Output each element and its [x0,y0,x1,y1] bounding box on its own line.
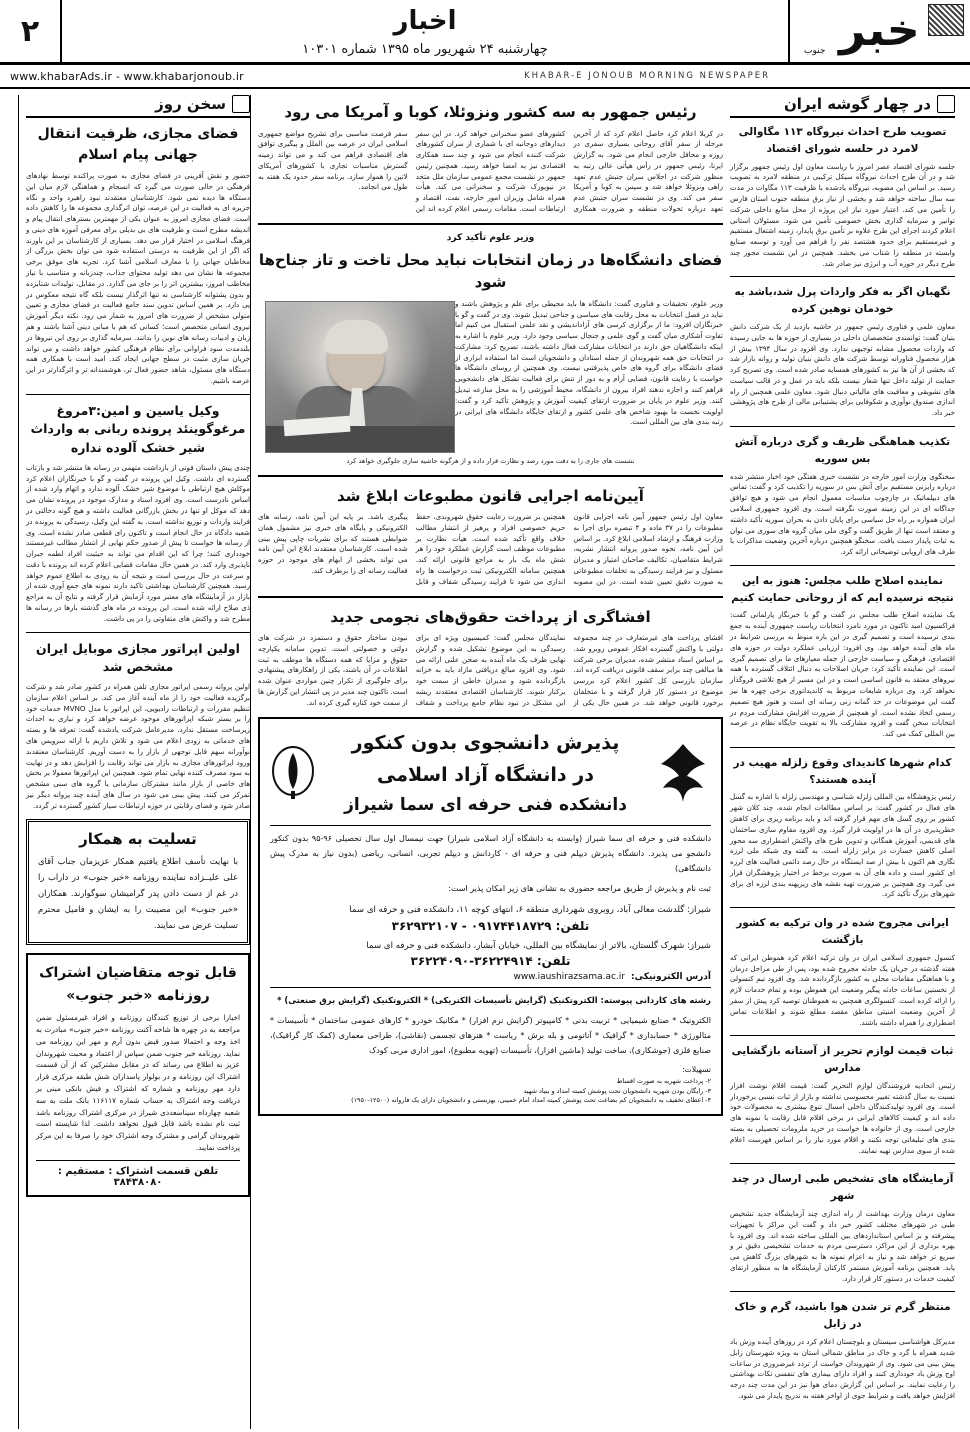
article-body: چندی پیش داستان فوتی از بازداشت متهمی در رسانه ها منتشر شد و بازتاب گسترده ای داشت. وکیل این پرونده در گفت و گو با خبرنگاران اعلام کرد موکلش هیچ ارتباطی با موضوع شیر خشک آلوده ندارد و اتهام وارد شده از اساس نادرست است. وی افزود اسناد و مدارک موجود در پرونده نشان می دهد که موکل او تنها در بخش بازرگانی فعالیت داشته و هیچ گونه دخالتی در فرایند واردات و توزیع نداشته است. به گفته این وکیل، رسیدگی به پرونده در شعبه دادگاه در حال انجام است و تاکنون رای قطعی صادر نشده است. وی از رسانه ها خواست تا پیش از صدور حکم نهایی از انتشار مطالب غیرمستند خودداری کنند؛ چرا که این اقدام می تواند به حیثیت افراد لطمه جبران ناپذیری وارد کند. در همین حال مقامات قضایی اعلام کرده اند پرونده با دقت و سرعت در حال بررسی است و نتیجه آن به زودی به اطلاع عموم خواهد رسید. همچنین کارشناسان بهداشتی تاکید دارند نمونه های جمع آوری شده از بازار در آزمایشگاه های معتبر مورد آزمایش قرار گرفته و نتایج آن به مراجع ذی صلاح ارائه شده است. این پرونده در ماه های گذشته بارها در رسانه ها مطرح شد و واکنش های متفاوتی را در پی داشت. [26,462,250,623]
section-header-regional [730,95,955,118]
sama-bird-icon [655,742,711,804]
condolence-body: با نهایت تأسف اطلاع یافتیم همکار عزیزمان جناب آقای علی علیــزاده نماینده روزنامه «خبر جنوب» در داراب را در غم از دست دادن پدر گرامیشان سوگوارند. همکاران «خبر جنوب» این مصیبت را به ایشان و فامیل محترم تسلیت عرض می نمایند. [38,856,238,931]
list-item[interactable] [730,434,955,558]
section-title: در چهار گوشه ایران [783,95,931,113]
list-item[interactable] [730,915,955,1028]
column-regional-news [730,95,962,1429]
issue-date: چهارشنبه ۲۴ شهریور ماه ۱۳۹۵ شماره ۱۰۳۰۱ [302,41,548,57]
masthead-center [60,0,790,62]
list-item[interactable] [730,1043,955,1156]
article-body: معاون درمان وزارت بهداشت از راه اندازی چند آزمایشگاه جدید تشخیص طبی در شهرهای مختلف کشور خبر داد و گفت این مراکز با تجهیزات پیشرفته و بر اساس استانداردهای بین المللی ساخته شده اند. وی افزود با بهره برداری از این مراکز، دسترسی مردم به خدمات تشخیصی دقیق تر و سریع تر خواهد شد و نیاز به اعزام نمونه ها به شهرهای بزرگ کاهش می یابد. همچنین برنامه آموزش مستمر کارکنان آزمایشگاه ها به منظور ارتقای کیفیت خدمات در دستور کار قرار دارد. [730,1208,955,1283]
column-main-news [250,95,730,1429]
ad-facility-item: ۳- رایگان بودن شهریه دانشجویان تحت پوشش کمیته امداد و بنیاد شهید [523,1086,711,1095]
article-body: رئیس پژوهشگاه بین المللی زلزله شناسی و مهندسی زلزله با اشاره به گسل های فعال در کشور گفت: بر اساس مطالعات انجام شده، چند کلان شهر کشور بر روی گسل های مهم قرار گرفته اند و باید برنامه ریزی برای کاهش خطرپذیری در آن ها در اولویت قرار گیرد. وی افزود مقاوم سازی ساختمان های قدیمی، آموزش همگانی و تدوین طرح های واکنش اضطراری سه محور اصلی کاهش خسارت در برابر زلزله است. به گفته وی شبکه ملی لرزه نگاری هم اکنون با بیش از صد ایستگاه در حال رصد دائمی فعالیت های لرزه ای کشور است و داده های آن به صورت برخط در اختیار پژوهشگران قرار می گیرد. وی همچنین بر ضرورت تهیه نقشه های ریزپهنه بندی لرزه ای برای شهرهای بزرگ تأکید کرد. [730,792,955,899]
article-title: تکذیب هماهنگی ظریف و گری درباره آتش بس سوریه [734,436,951,465]
ad-title-line2: در دانشگاه آزاد اسلامی [377,763,594,786]
ad-phone-2[interactable]: تلفن: ۳۶۲۲۴۹۱۴-۳۶۲۲۴۰۹۰ [410,953,571,968]
url-strip [0,65,970,89]
content-grid [0,89,970,1429]
article-title: وکیل یاسین و امین:۳مروغ مرغوگوینئد پرونده ربانی به وارداث شیر خشک آلوده نداره [30,402,246,456]
list-item[interactable] [26,124,250,387]
ad-email-label: آدرس الکترونیکی: [631,971,711,982]
lead-body: در کربلا اعلام کرد حاصل اعلام کرد که از آخرین مرحله از سفر آقای روحانی بسیاری سفری در روزه و محافل خارجی انجام می شود. به گزارش ایرنا، رئیس جمهور در رأس هیأتی عالی رتبه به منظور شرکت در اجلاس سران جنبش عدم تعهد راهی ونزوئلا خواهد شد و سپس به کوبا و آمریکا سفر می کند. وی در نشست سران جنبش عدم تعهد درباره تحولات منطقه و ضرورت همکاری کشورهای عضو سخنرانی خواهد کرد. در این سفر دیدارهای دوجانبه ای با شماری از سران کشورهای شرکت کننده انجام می شود و چند سند همکاری اقتصادی نیز به امضا خواهد رسید. همچنین رئیس جمهور در نشست مجمع عمومی سازمان ملل متحد در نیویورک شرکت و سخنرانی می کند. هیأت همراه شامل وزیران امور خارجه، نفت، اقتصاد و ارتباطات است. مقامات رسمی اعلام کرده اند این سفر فرصت مناسبی برای تشریح مواضع جمهوری اسلامی ایران در عرصه بین الملل و پیگیری توافق های اقتصادی فراهم می کند و می تواند زمینه گسترش مناسبات تجاری با کشورهای آمریکای لاتین را هموار سازد. برنامه سفر حدود یک هفته به طول می انجامد. [258,128,723,213]
ad-facility-item: ۴- اعطای تخفیف به دانشجویان کم بضاعت تحت پوشش کمیته امداد امام خمینی، بهزیستی و دانشجویان دارای یک فاروانه (۱۲۵۰۰-۱۹۵۰) [351,1096,711,1105]
logo-subtext: جنوب [804,46,826,56]
article-title: فضای مجازی، ظرفیت انتقال جهانی پیام اسلام [37,126,239,163]
article-title: نماینده اصلاح طلب مجلس: هنوز به این نتیجه نرسیده ایم که از روحانی حمایت کنیم [731,574,954,604]
third-headline[interactable]: آیین‌نامه اجرایی قانون مطبوعات ابلاغ شد [337,486,644,505]
article-body: اولین پروانه رسمی اپراتور مجازی تلفن همراه در کشور صادر شد و شرکت برگزیده فعالیت خود را از ماه آینده آغاز می کند. بر اساس اعلام سازمان تنظیم مقررات و ارتباطات رادیویی، این اپراتور با مدل MVNO خدمات خود را بر بستر شبکه اپراتورهای موجود عرضه خواهد کرد و نیازی به احداث زیرساخت مستقل ندارد. مدیرعامل شرکت یادشده گفت: تعرفه ها و بسته های خدماتی به زودی اعلام می شود و تلاش داریم با ارائه سرویس های نوآورانه سهم قابل توجهی از بازار را به دست آوریم. کارشناسان معتقدند ورود اپراتورهای مجازی به بازار می تواند رقابت را افزایش دهد و در نهایت به سود مصرف کننده نهایی تمام شود. همچنین این اپراتورها معمولا بر بخش های خاصی از بازار مانند مشترکان سازمانی یا گروه های سنی مشخص تمرکز می کنند. پیش بینی می شود در سال های آینده چند پروانه دیگر نیز صادر شود و فضای رقابتی در حوزه ارتباطات سیار کشور گسترده تر گردد. [26,682,250,810]
ad-website[interactable]: www.iaushirazsama.ac.ir [513,971,625,982]
ad-facilities-title: تسهیلات: [682,1065,711,1075]
subscription-title: قابل توجه متقاضیان اشتراک روزنامه «خبر جنوب» [39,965,237,1004]
ad-title-line3: دانشکده فنی حرفه ای سما شیراز [344,795,627,816]
section-title: سخن روز [155,95,226,113]
article-body: جلسه شورای اقتصاد عصر امروز با ریاست معاون اول رئیس جمهور برگزار شد و در آن طرح احداث نیروگاه سیکل ترکیبی در منطقه لامرد به تصویب رسید. بر اساس این مصوبه، نیروگاه یادشده با ظرفیت ۱۱۳ مگاوات در مدت سه سال ساخته خواهد شد و بخشی از نیاز برق منطقه جنوب استان فارس را تأمین می کند. اعتبار مورد نیاز این پروژه از محل منابع داخلی شرکت توانیر و سرمایه گذاری بخش خصوصی تأمین می شود. مسئولان استانی اعلام کردند اجرای این طرح علاوه بر تأمین برق پایدار، زمینه اشتغال مستقیم و غیرمستقیم برای حدود هشتصد نفر را فراهم می آورد و توسعه صنایع وابسته در منطقه را شتاب می بخشد. همچنین در این نشست مجوز چند طرح دیگر در حوزه آب و انرژی نیز صادر شد. [730,161,955,268]
article-body: سخنگوی وزارت امور خارجه در نشست خبری هفتگی خود اخبار منتشر شده درباره رایزنی مستقیم برای آتش بس در سوریه را تکذیب کرد و گفت: تماس های دیپلماتیک در چارچوب مناسبات معمول انجام می شود و هیچ توافق جداگانه ای در این زمینه صورت نگرفته است. وی افزود جمهوری اسلامی ایران همواره بر راه حل سیاسی برای پایان دادن به بحران سوریه تأکید داشته و معتقد است تنها از طریق گفت و گوی ملی میان گروه های سوری می توان به ثبات پایدار دست یافت. سخنگو همچنین درباره آخرین وضعیت مذاکرات با طرف های اروپایی توضیحاتی ارائه کرد. [730,471,955,557]
subscription-body: اخبارا برخی از توزیع کنندگان روزنامه و افراد غیرمسئول ضمن مراجعه به در چهره ها شاخه آکنت روزنامه «خبر جنوب» مبادرت به اخذ وجه و احتمالا صدور قبض بدون آرم و مهر این روزنامه می نماید. روزنامه خبر جنوب ضمن سپاس از اعتماد و محبت شهروندان عزیز به اطلاع می رساند که در مقابل مشترکین که از آن قسمت اشتراک این روزنامه و در بولوار پاسداران شش طبقه مرکزی قرار دارد مهر روزنامه و شماره که اشتراک و فیش بانکی مبنی بر دریافت وجه اشتراک به حساب شماره ۱۱۶۱۱۷ بانک ملت به سه شعبه چهارداه سیناسعددی شیراز در مرکزی اشتراک روزنامه باشد ثبت نام نشده باشد قابل قبول نخواهد داشت. لذا شایسته است شهروندان گرامی و مشترک وجه اشتراک خود را صرفا به این مرکز پرداخت نمایند. [36,1013,240,1153]
second-body: وزیر علوم، تحقیقات و فناوری گفت: دانشگاه ها باید محیطی برای علم و پژوهش باشند و نباید در فصل انتخابات به محل رقابت های سیاسی و جناحی تبدیل شوند. وی در گفت و گو با خبرنگاران افزود: ما از برگزاری کرسی های آزاداندیشی و نقد علمی استقبال می کنیم اما تفاوت آشکاری میان گفت و گوی علمی و جنجال سیاسی وجود دارد. وزیر علوم با اشاره به اینکه دانشگاهیان حق دارند در انتخابات مشارکت فعال داشته باشند، تصریح کرد: مشارکت در انتخابات حق همه شهروندان از جمله استادان و دانشجویان است اما استفاده ابزاری از فضای دانشگاه برای گروه های خاص پذیرفتنی نیست. وی همچنین از روسای دانشگاه ها خواست با رعایت قانون، فضایی آرام و به دور از تنش برای فعالیت تشکل های دانشجویی فراهم کنند و اجازه ندهند افراد بیرون از دانشگاه، محیط آموزشی را به محل منازعه تبدیل کنند. وزیر علوم در پایان بر ضرورت ارتقای کیفیت آموزش و پژوهش تأکید کرد و گفت: اولویت نخست ما بهبود شاخص های علمی کشور و ارتقای جایگاه دانشگاه های ایرانی در رتبه بندی های بین المللی است. [455,298,723,427]
list-item[interactable] [730,1171,955,1284]
ad-address-2: شیراز: شهرک گلستان، بالاتر از نمایشگاه بین المللی، خیابان آبشار، دانشکده فنی و حرفه ای سما [366,940,711,951]
article-body: معاون علمی و فناوری رئیس جمهور در حاشیه بازدید از یک شرکت دانش بنیان گفت: توانمندی متخصصان داخلی در بسیاری از حوزه ها به جایی رسیده که واردات محصول مشابه توجیهی ندارد. وی افزود در سال ۱۳۹۴ بیش از هزار محصول فناورانه توسط شرکت های دانش بنیان تولید و روانه بازار شد که بخشی از آن ها نیز به کشورهای همسایه صادر شده است. وی تصریح کرد حمایت از تولید داخل تنها شعار نیست بلکه باید در عمل و در قالب سیاست های تشویقی و معافیت های مالیاتی دنبال شود. معاون علمی همچنین از راه اندازی صندوق نوآوری و شکوفایی برای پشتیبانی مالی از طرح های پژوهشی خبر داد. [730,322,955,418]
map-icon [937,95,955,113]
article-title: اولین اپراتور مجازی موبایل ایران مشخص شد [36,640,240,675]
article-body: حضور و نقش آفرینی در فضای مجازی به صورت پراکنده توسط نهادهای فرهنگی در حالی صورت می گیرد که انسجام و هماهنگی لازم میان این دستگاه ها دیده نمی شود. کارشناسان معتقدند نبود راهبرد واحد و نگاه جزیره ای به فعالیت در این عرصه، توان اثرگذاری مجموعه ها را کاهش داده است. فضای مجازی امروز به عنوان یکی از مهمترین بسترهای انتقال پیام و اندیشه مطرح است و ظرفیت های بی بدیلی برای معرفی آموزه های دینی و فرهنگ اسلامی در اختیار قرار می دهد. بسیاری از کارشناسان بر این باورند که اگر از این ظرفیت به درستی استفاده شود می توان بخش بزرگی از مخاطبان جهانی را با معارف اسلامی آشنا کرد. تجربه های موفق برخی مجموعه ها نشان می دهد تولید محتوای جذاب، چندزبانه و متناسب با نیاز مخاطب امروز، بیشترین اثر را بر جای می گذارد. در مقابل، تولیدات شتابزده و بدون پشتوانه کارشناسی نه تنها اثرگذار نیست بلکه گاه نتیجه معکوس در پی دارد. بر همین اساس تدوین سند جامع فعالیت در فضای مجازی و تعیین متولی مشخص از ضرورت های امروز به شمار می رود. نکته دیگر آموزش نیروی انسانی متخصص است؛ کسانی که هم با مبانی دینی آشنا باشند و هم زبان و ادبیات رسانه های نوین را بدانند. سرمایه گذاری بر روی این نیروها در بلندمدت سود فراوانی برای نظام فرهنگی کشور خواهد داشت و می تواند جریان سازی مثبت در سطح جهانی ایجاد کند. امید است با همکاری همه دستگاه های مسئول، شاهد حضور فعال تر، هوشمندانه تر و اثرگذارتر در این عرصه باشیم. [26,171,250,385]
fourth-headline[interactable]: افشاگری از پرداخت حقوق‌های نجومی جدید [330,607,651,626]
pen-icon [232,95,250,113]
article-title: منتظر گرم تر شدن هوا باشید، گرم و خاک در زابل [734,1301,951,1331]
article-body: کنسول جمهوری اسلامی ایران در وان ترکیه اعلام کرد هموطن ایرانی که هفته گذشته در جریان یک حادثه مجروح شده بود، پس از طی مراحل درمان و با هماهنگی مقامات محلی به کشور بازگردانده شد. وی افزود تیم کنسولی از نخستین ساعات حادثه پیگیر وضعیت این هموطن بوده و تمام خدمات لازم را ارائه کرده است. کنسولگری همچنین به هموطنان توصیه کرد پیش از سفر از آخرین وضعیت امنیتی مناطق مقصد مطلع شوند و اطلاعات تماس اضطراری را همراه داشته باشند. [730,952,955,1027]
ad-facility-item: ۲- پرداخت شهریه به صورت اقساط [616,1077,711,1086]
ad-titles [326,727,645,820]
section-header-editorial [26,95,250,118]
logo-stamp-icon [928,4,964,36]
column-editorial [18,95,250,1429]
article-title: تصویب طرح احداث نیروگاه ۱۱۳ مگاوالی لامرد در حلسه شورای اقتصاد [738,126,947,155]
kicker: وزیر علوم تأکید کرد [446,232,535,243]
second-headline[interactable]: فضای دانشگاه‌ها در زمان انتخابات نباید محل تاخت و تاز جناح‌ها شود [258,250,723,292]
ad-courses-list: الکترونیک * صنایع شیمیایی * تربیت بدنی * کامپیوتر (گرایش نرم افزار) * مکانیک خودرو * کارهای عمومی ساختمان * تأسیسات * متالورژی * حسابداری * گرافیک * آناتومی و بله برش * ریاست * هنرهای تجسمی (نقاشی)، طراحی معماری (کمک کار گرافیک)، صنایع فلزی (جوشکاری)، ساخت تولید (ماشین افزار)، تأسیسات (تهویه مطبوع)، امور اداری مربی کودک [270,1016,711,1055]
third-body: معاون اول رئیس جمهور آیین نامه اجرایی قانون مطبوعات را در ۳۷ ماده و ۴ تبصره برای اجرا به وزارت فرهنگ و ارشاد اسلامی ابلاغ کرد. بر اساس این آیین نامه، نحوه صدور پروانه انتشار نشریه، شرایط متقاضیان، تکالیف صاحبان امتیاز و مدیران مسئول و نیز فرایند رسیدگی به تخلفات مطبوعاتی به صورت دقیق تعیین شده است. در این مصوبه همچنین بر ضرورت رعایت حقوق شهروندی، حفظ حریم خصوصی افراد و پرهیز از انتشار مطالب خلاف واقع تأکید شده است. هیأت نظارت بر مطبوعات موظف است گزارش عملکرد خود را هر شش ماه یک بار به مراجع قانونی ارائه کند. همچنین سامانه الکترونیکی ثبت درخواست ها راه اندازی می شود تا فرایند رسیدگی شفاف و قابل پیگیری باشد. بر پایه این آیین نامه، رسانه های الکترونیکی و پایگاه های خبری نیز مشمول همان ضوابطی هستند که برای نشریات چاپی پیش بینی شده است. کارشناسان معتقدند ابلاغ این آیین نامه می تواند بخشی از ابهام های موجود در حوزه فعالیت رسانه ای را برطرف کند. [258,512,723,586]
page-number: ۲ [20,13,40,49]
fourth-body: افشای پرداخت های غیرمتعارف در چند مجموعه دولتی با واکنش گسترده افکار عمومی روبرو شد. بر اساس اسناد منتشر شده، مدیران برخی شرکت ها مبالغی چند برابر سقف قانونی دریافت کرده اند. سازمان بازرسی کل کشور اعلام کرد بررسی موضوع در دستور کار قرار گرفته و با متخلفان برخورد قانونی خواهد شد. در همین حال یکی از نمایندگان مجلس گفت: کمیسیون ویژه ای برای رسیدگی به این موضوع تشکیل شده و گزارش نهایی ظرف یک ماه آینده به صحن علنی ارائه می شود. وی افزود مبالغ دریافتی مازاد باید به خزانه بازگردانده شود و مدیران خاطی از سمت خود برکنار شوند. کارشناسان اقتصادی معتقدند ریشه این مشکل در نبود نظام جامع پرداخت و شفاف نبودن ساختار حقوق و دستمزد در شرکت های دولتی و خصولتی است. تدوین سامانه یکپارچه حقوق و مزایا که همه دستگاه ها موظف به ثبت اطلاعات در آن باشند، یکی از راهکارهای پیشنهادی برای جلوگیری از تکرار چنین مواردی عنوان شده است. تاکنون چند مدیر در پی انتشار این گزارش ها از سمت خود کناره گیری کرده اند. [258,633,723,707]
masthead [0,0,970,65]
ad-body: دانشکده فنی و حرفه ای سما شیراز (وابسته به دانشگاه آزاد اسلامی شیراز) جهت نیمسال اول سال تحصیلی ۹۶-۹۵ بدون کنکور دانشجو می پذیرد. دانشگاه پذیرش دیپلم فنی و حرفه ای - کاردانش و دیپلم تجربی، انسانی، ریاضی (بدون نیاز به مدرک پیش دانشگاهی) [270,834,712,873]
article-title: آزمایشگاه های تشخیص طبی ارسال در چند شهر [731,1173,954,1203]
article-title: کدام شهرها کاندیدای وقوع زلزله مهیب در آینده هستند؟ [733,756,952,786]
lead-headline[interactable]: رئیس جمهور به سه کشور ونزوئلا، کوبا و آمریکا می رود [284,103,697,121]
english-title: KHABAR-E JONOUB MORNING NEWSPAPER [524,71,770,81]
photo-caption: نشست های جاری را به دقت مورد رصد و نظارت قرار داده و از هرگونه حاشیه سازی جلوگیری خواهد کرد [346,456,635,465]
ad-header [270,727,711,820]
article-title: ثبات قیمت لوازم تحریر از آستانه بازگشایی مدارس [731,1045,954,1075]
article-title: ایرانی مجروح شده در وان ترکیه به کشور بازگشت [736,917,949,947]
article-photo [265,301,455,453]
ad-courses-title: رشته های کاردانی پیوسته: الکتروتکنیک (گرایش تأسیسات الکتریکی) * الکتروتکنیک (گرایش برق صنعتی) * [277,994,711,1005]
list-item[interactable] [26,402,250,625]
newspaper-logo [790,0,970,62]
ad-phone-1[interactable]: تلفن: ۰۹۱۷۴۴۱۸۷۲۹ - ۳۶۲۹۳۲۱۰۷ [391,918,590,933]
azad-university-logo-icon [270,745,316,801]
subscription-phone[interactable]: تلفن قسمت اشتراک : مستقیم : ۳۸۴۳۸۰۸۰ [36,1160,240,1188]
page-title: اخبار [393,5,457,36]
list-item[interactable] [26,640,250,812]
condolence-title: تسلیت به همکار [79,830,197,849]
ad-note: ثبت نام و پذیرش از طریق مراجعه حضوری به نشانی های زیر امکان پذیر است: [448,884,711,894]
ad-address-1: شیراز: گلدشت معالی آباد، روبروی شهرداری منطقه ۶، انتهای کوچه ۱۱، دانشکده فنی و حرفه ای سما [349,905,711,916]
logo-wordmark: خبر [839,5,921,56]
website-urls[interactable]: www.khabarAds.ir - www.khabarjonoub.ir [10,69,244,83]
condolence-notice [26,819,250,945]
list-item[interactable] [730,124,955,269]
article-title: نگهبان اگر به فکر واردات پرل شد،باشد به خودمان توهین کرده [734,286,951,316]
ad-title-line1: پذیرش دانشجوی بدون کنکور [351,731,620,754]
subscription-notice [26,953,250,1197]
article-body: مدیرکل هواشناسی سیستان و بلوچستان اعلام کرد در روزهای آینده وزش باد شدید همراه با گرد و خاک در مناطق شمالی استان به ویژه شهرستان زابل پیش بینی می شود. وی از شهروندان خواست از تردد غیرضروری در ساعات اوج وزش باد خودداری کنند و افراد دارای بیماری های تنفسی نکات بهداشتی را رعایت نمایند. بر اساس این گزارش دمای هوا نیز در این مدت چند درجه افزایش خواهد یافت و شرایط جوی از اواخر هفته به تدریج پایدار می شود. [730,1337,955,1400]
list-item[interactable] [730,1299,955,1401]
list-item[interactable] [730,755,955,900]
advertisement-azad-university[interactable] [258,717,723,1116]
article-body: یک نماینده اصلاح طلب مجلس در گفت و گو با خبرنگار پارلمانی گفت: فراکسیون امید تاکنون در مورد نامزد انتخابات ریاست جمهوری آینده به جمع بندی نرسیده است و تصمیم گیری در این باره منوط به بررسی شرایط در ماه های آینده خواهد بود. وی افزود: ارزیابی عملکرد دولت در حوزه های اقتصادی، فرهنگی و سیاست خارجی از جمله معیارهای ما برای تصمیم گیری است. این نماینده تأکید کرد: جریان اصلاحات به دنبال ائتلاف گسترده با همه نیروهای معتقد به قانون اساسی است و در این مسیر از هیچ تلاشی فروگذار نخواهد کرد. وی درباره شایعات مربوط به کاندیداتوری برخی چهره ها نیز گفت این موضوعات در حد گمانه زنی رسانه ای است و هنوز هیچ تصمیم رسمی اتخاذ نشده است. او همچنین از ضرورت افزایش مشارکت مردم در انتخابات سخن گفت و افزود مشارکت بالا به تقویت جایگاه نظام در عرصه بین المللی کمک می کند. [730,610,955,739]
article-body: رئیس اتحادیه فروشندگان لوازم التحریر گفت: قیمت اقلام نوشت افزار نسبت به سال گذشته تغییر محسوسی نداشته و بازار از ثبات نسبی برخوردار است. وی افزود تولیدکنندگان داخلی امسال تنوع بیشتری به محصولات خود داده اند و کیفیت کالاهای ایرانی در برخی اقلام قابل رقابت با نمونه های خارجی است. وی از خانواده ها خواست در خرید ملزومات تحصیلی به بسته بندی های تبلیغاتی توجه نکنند و اقلام مورد نیاز را بر اساس فهرست اعلام شده از سوی مدارس تهیه نمایند. [730,1080,955,1155]
list-item[interactable] [730,573,955,740]
list-item[interactable] [730,284,955,419]
